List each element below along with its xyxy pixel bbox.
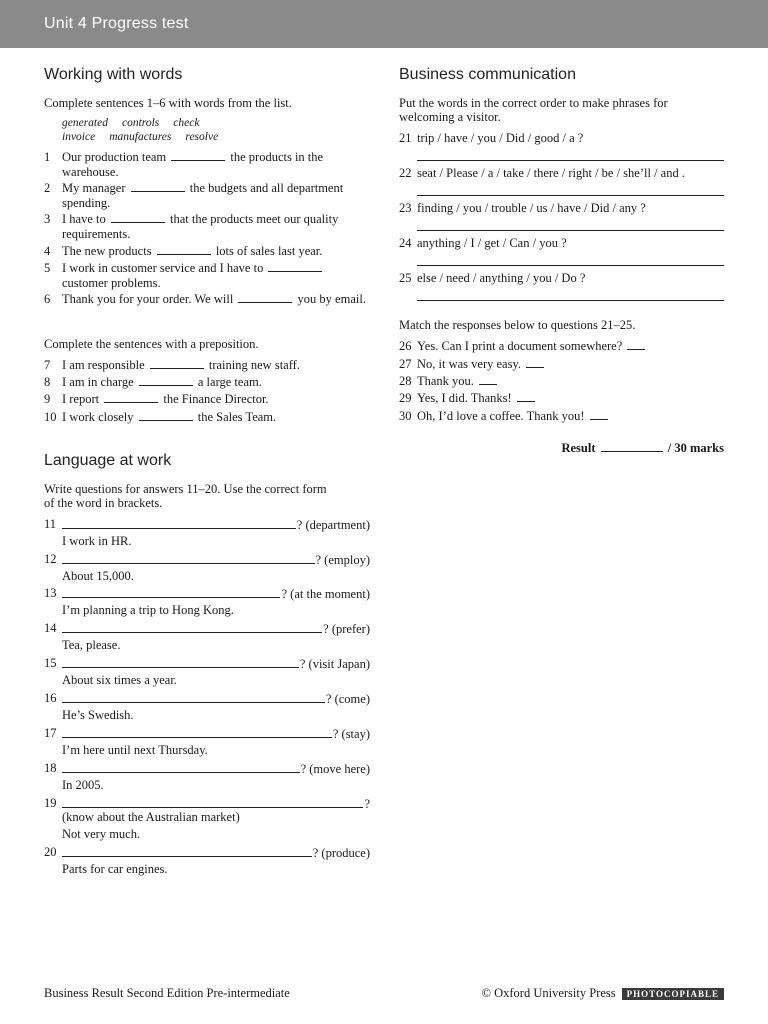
question-text: finding / you / trouble / us / have / Did / any ? <box>417 201 646 215</box>
question-number: 21 <box>399 131 412 145</box>
answer-blank[interactable] <box>238 292 292 303</box>
question-hint: ? (come) <box>325 692 370 706</box>
word: invoice <box>62 131 96 143</box>
question-number: 19 <box>44 796 57 810</box>
question-number: 15 <box>44 656 57 670</box>
question-text: lots of sales last year. <box>215 244 323 258</box>
question-hint: ? (department) <box>296 518 370 532</box>
footer-book-title: Business Result Second Edition Pre-intermediate <box>44 986 290 1000</box>
question-number: 23 <box>399 201 412 215</box>
answer-line[interactable] <box>62 845 312 857</box>
answer-line[interactable] <box>62 726 332 738</box>
question-number: 22 <box>399 166 412 180</box>
question-text: I report <box>62 392 100 406</box>
answer-blank[interactable] <box>627 339 645 350</box>
question-hint: ? (visit Japan) <box>299 657 370 671</box>
question-hint: ? (produce) <box>312 846 370 860</box>
question-text: I am in charge <box>62 375 134 389</box>
question-text: you by email. <box>297 292 366 306</box>
question-text: Oh, I’d love a coffee. Thank you! <box>417 409 585 423</box>
answer-blank[interactable] <box>139 375 193 386</box>
result-total: / 30 marks <box>667 441 724 455</box>
question-number: 28 <box>399 374 412 388</box>
question-text: I am responsible <box>62 358 145 372</box>
question-number: 10 <box>44 410 57 424</box>
result-score <box>561 441 724 456</box>
answer-blank[interactable] <box>139 410 193 421</box>
question-text: The new products <box>62 244 152 258</box>
answer-blank[interactable] <box>131 181 185 192</box>
question-text: I have to <box>62 212 106 226</box>
given-answer: Parts for car engines. <box>62 862 168 876</box>
question-hint: ? (at the moment) <box>281 587 370 601</box>
question-text: I work closely <box>62 410 134 424</box>
word: generated <box>62 117 108 129</box>
score-blank[interactable] <box>601 441 663 452</box>
word: resolve <box>185 131 219 143</box>
answer-line[interactable] <box>62 691 325 703</box>
answer-line[interactable] <box>62 621 322 633</box>
instruction-line-1: Put the words in the correct order to make phrases for <box>399 96 668 110</box>
question-number: 20 <box>44 845 57 859</box>
question-number: 24 <box>399 236 412 250</box>
answer-blank[interactable] <box>111 212 165 223</box>
answer-line[interactable] <box>417 230 724 231</box>
answer-blank[interactable] <box>157 244 211 255</box>
given-answer: Not very much. <box>62 827 141 841</box>
given-answer: In 2005. <box>62 778 104 792</box>
question-text: Yes, I did. Thanks! <box>417 391 512 405</box>
question-number: 4 <box>44 244 51 258</box>
question-text: that the products meet our quality requirements. <box>62 212 339 241</box>
question-text: My manager <box>62 181 126 195</box>
answer-line[interactable] <box>62 656 299 668</box>
section-heading-business-communication: Business communication <box>399 66 576 83</box>
question-number: 12 <box>44 552 57 566</box>
question-number: 7 <box>44 358 51 372</box>
question-text: trip / have / you / Did / good / a ? <box>417 131 584 145</box>
question-text: anything / I / get / Can / you ? <box>417 236 567 250</box>
question-hint: ? (employ) <box>315 553 370 567</box>
question-number: 3 <box>44 212 51 226</box>
question-hint: ? (stay) <box>332 727 370 741</box>
answer-line[interactable] <box>62 517 296 529</box>
answer-blank[interactable] <box>104 392 158 403</box>
word-list-row-1 <box>62 116 213 130</box>
answer-blank[interactable] <box>526 357 544 368</box>
question-hint: ? (prefer) <box>323 622 370 636</box>
given-answer: About 15,000. <box>62 569 134 583</box>
question-text: Thank you for your order. We will <box>62 292 234 306</box>
question-number: 17 <box>44 726 57 740</box>
question-number: 18 <box>44 761 57 775</box>
question-number: 11 <box>44 517 57 531</box>
answer-line[interactable] <box>62 586 280 598</box>
answer-line[interactable] <box>62 796 363 808</box>
question-text: I work in customer service and I have to <box>62 261 264 275</box>
question-text: the Finance Director. <box>163 392 269 406</box>
result-label: Result <box>561 441 596 455</box>
word: manufactures <box>109 131 172 143</box>
given-answer: I’m planning a trip to Hong Kong. <box>62 603 234 617</box>
question-number: 16 <box>44 691 57 705</box>
question-text: the products in the warehouse. <box>62 150 324 179</box>
question-number: 26 <box>399 339 412 353</box>
question-text: else / need / anything / you / Do ? <box>417 271 586 285</box>
question-number: 2 <box>44 181 51 195</box>
instruction: Complete sentences 1–6 with words from the list. <box>44 96 292 110</box>
photocopiable-badge: PHOTOCOPIABLE <box>622 988 724 1000</box>
question-number: 25 <box>399 271 412 285</box>
given-answer: Tea, please. <box>62 638 121 652</box>
question-number: 9 <box>44 392 51 406</box>
answer-blank[interactable] <box>590 409 608 420</box>
question-text: No, it was very easy. <box>417 357 522 371</box>
word-list-row-2 <box>62 130 232 144</box>
answer-line[interactable] <box>417 265 724 266</box>
question-hint: ? <box>364 797 370 811</box>
question-text: Our production team <box>62 150 167 164</box>
answer-blank[interactable] <box>150 358 204 369</box>
header-bar <box>0 0 768 48</box>
question-text: training new staff. <box>208 358 300 372</box>
section-heading-language-at-work: Language at work <box>44 452 172 469</box>
question-text: customer problems. <box>62 275 161 290</box>
section-heading-working-with-words: Working with words <box>44 66 183 83</box>
answer-blank[interactable] <box>171 150 225 161</box>
question-text: a large team. <box>197 375 262 389</box>
instruction-line-2: welcoming a visitor. <box>399 110 501 124</box>
answer-line[interactable] <box>62 552 315 564</box>
question-text: Yes. Can I print a document somewhere? <box>417 339 623 353</box>
footer-publisher <box>482 986 725 1001</box>
word: controls <box>121 117 160 129</box>
question-number: 5 <box>44 261 51 275</box>
answer-line[interactable] <box>62 761 300 773</box>
question-text: the budgets and all department spending. <box>62 181 344 210</box>
question-text: the Sales Team. <box>197 410 277 424</box>
instruction-line-2: of the word in brackets. <box>44 496 163 510</box>
answer-blank[interactable] <box>479 374 497 385</box>
question-hint: (know about the Australian market) <box>62 810 240 824</box>
question-number: 27 <box>399 357 412 371</box>
question-number: 29 <box>399 391 412 405</box>
question-number: 13 <box>44 586 57 600</box>
question-number: 8 <box>44 375 51 389</box>
answer-line[interactable] <box>417 300 724 301</box>
instruction-match: Match the responses below to questions 21–25. <box>399 318 636 332</box>
page-title: Unit 4 Progress test <box>44 15 189 32</box>
answer-blank[interactable] <box>517 391 535 402</box>
question-number: 30 <box>399 409 412 423</box>
copyright-text: © Oxford University Press <box>481 986 616 1000</box>
instruction-line-1: Write questions for answers 11–20. Use the correct form <box>44 482 327 496</box>
answer-line[interactable] <box>417 195 724 196</box>
word: check <box>173 117 200 129</box>
question-hint: ? (move here) <box>300 762 370 776</box>
given-answer: He’s Swedish. <box>62 708 134 722</box>
answer-blank[interactable] <box>268 261 322 272</box>
given-answer: About six times a year. <box>62 673 177 687</box>
question-number: 6 <box>44 292 51 306</box>
question-text: Thank you. <box>417 374 474 388</box>
question-number: 14 <box>44 621 57 635</box>
instruction-prepositions: Complete the sentences with a preposition. <box>44 337 259 351</box>
answer-line[interactable] <box>417 160 724 161</box>
question-text: seat / Please / a / take / there / right / be / she’ll / and . <box>417 166 685 180</box>
given-answer: I’m here until next Thursday. <box>62 743 208 757</box>
given-answer: I work in HR. <box>62 534 132 548</box>
question-number: 1 <box>44 150 51 164</box>
